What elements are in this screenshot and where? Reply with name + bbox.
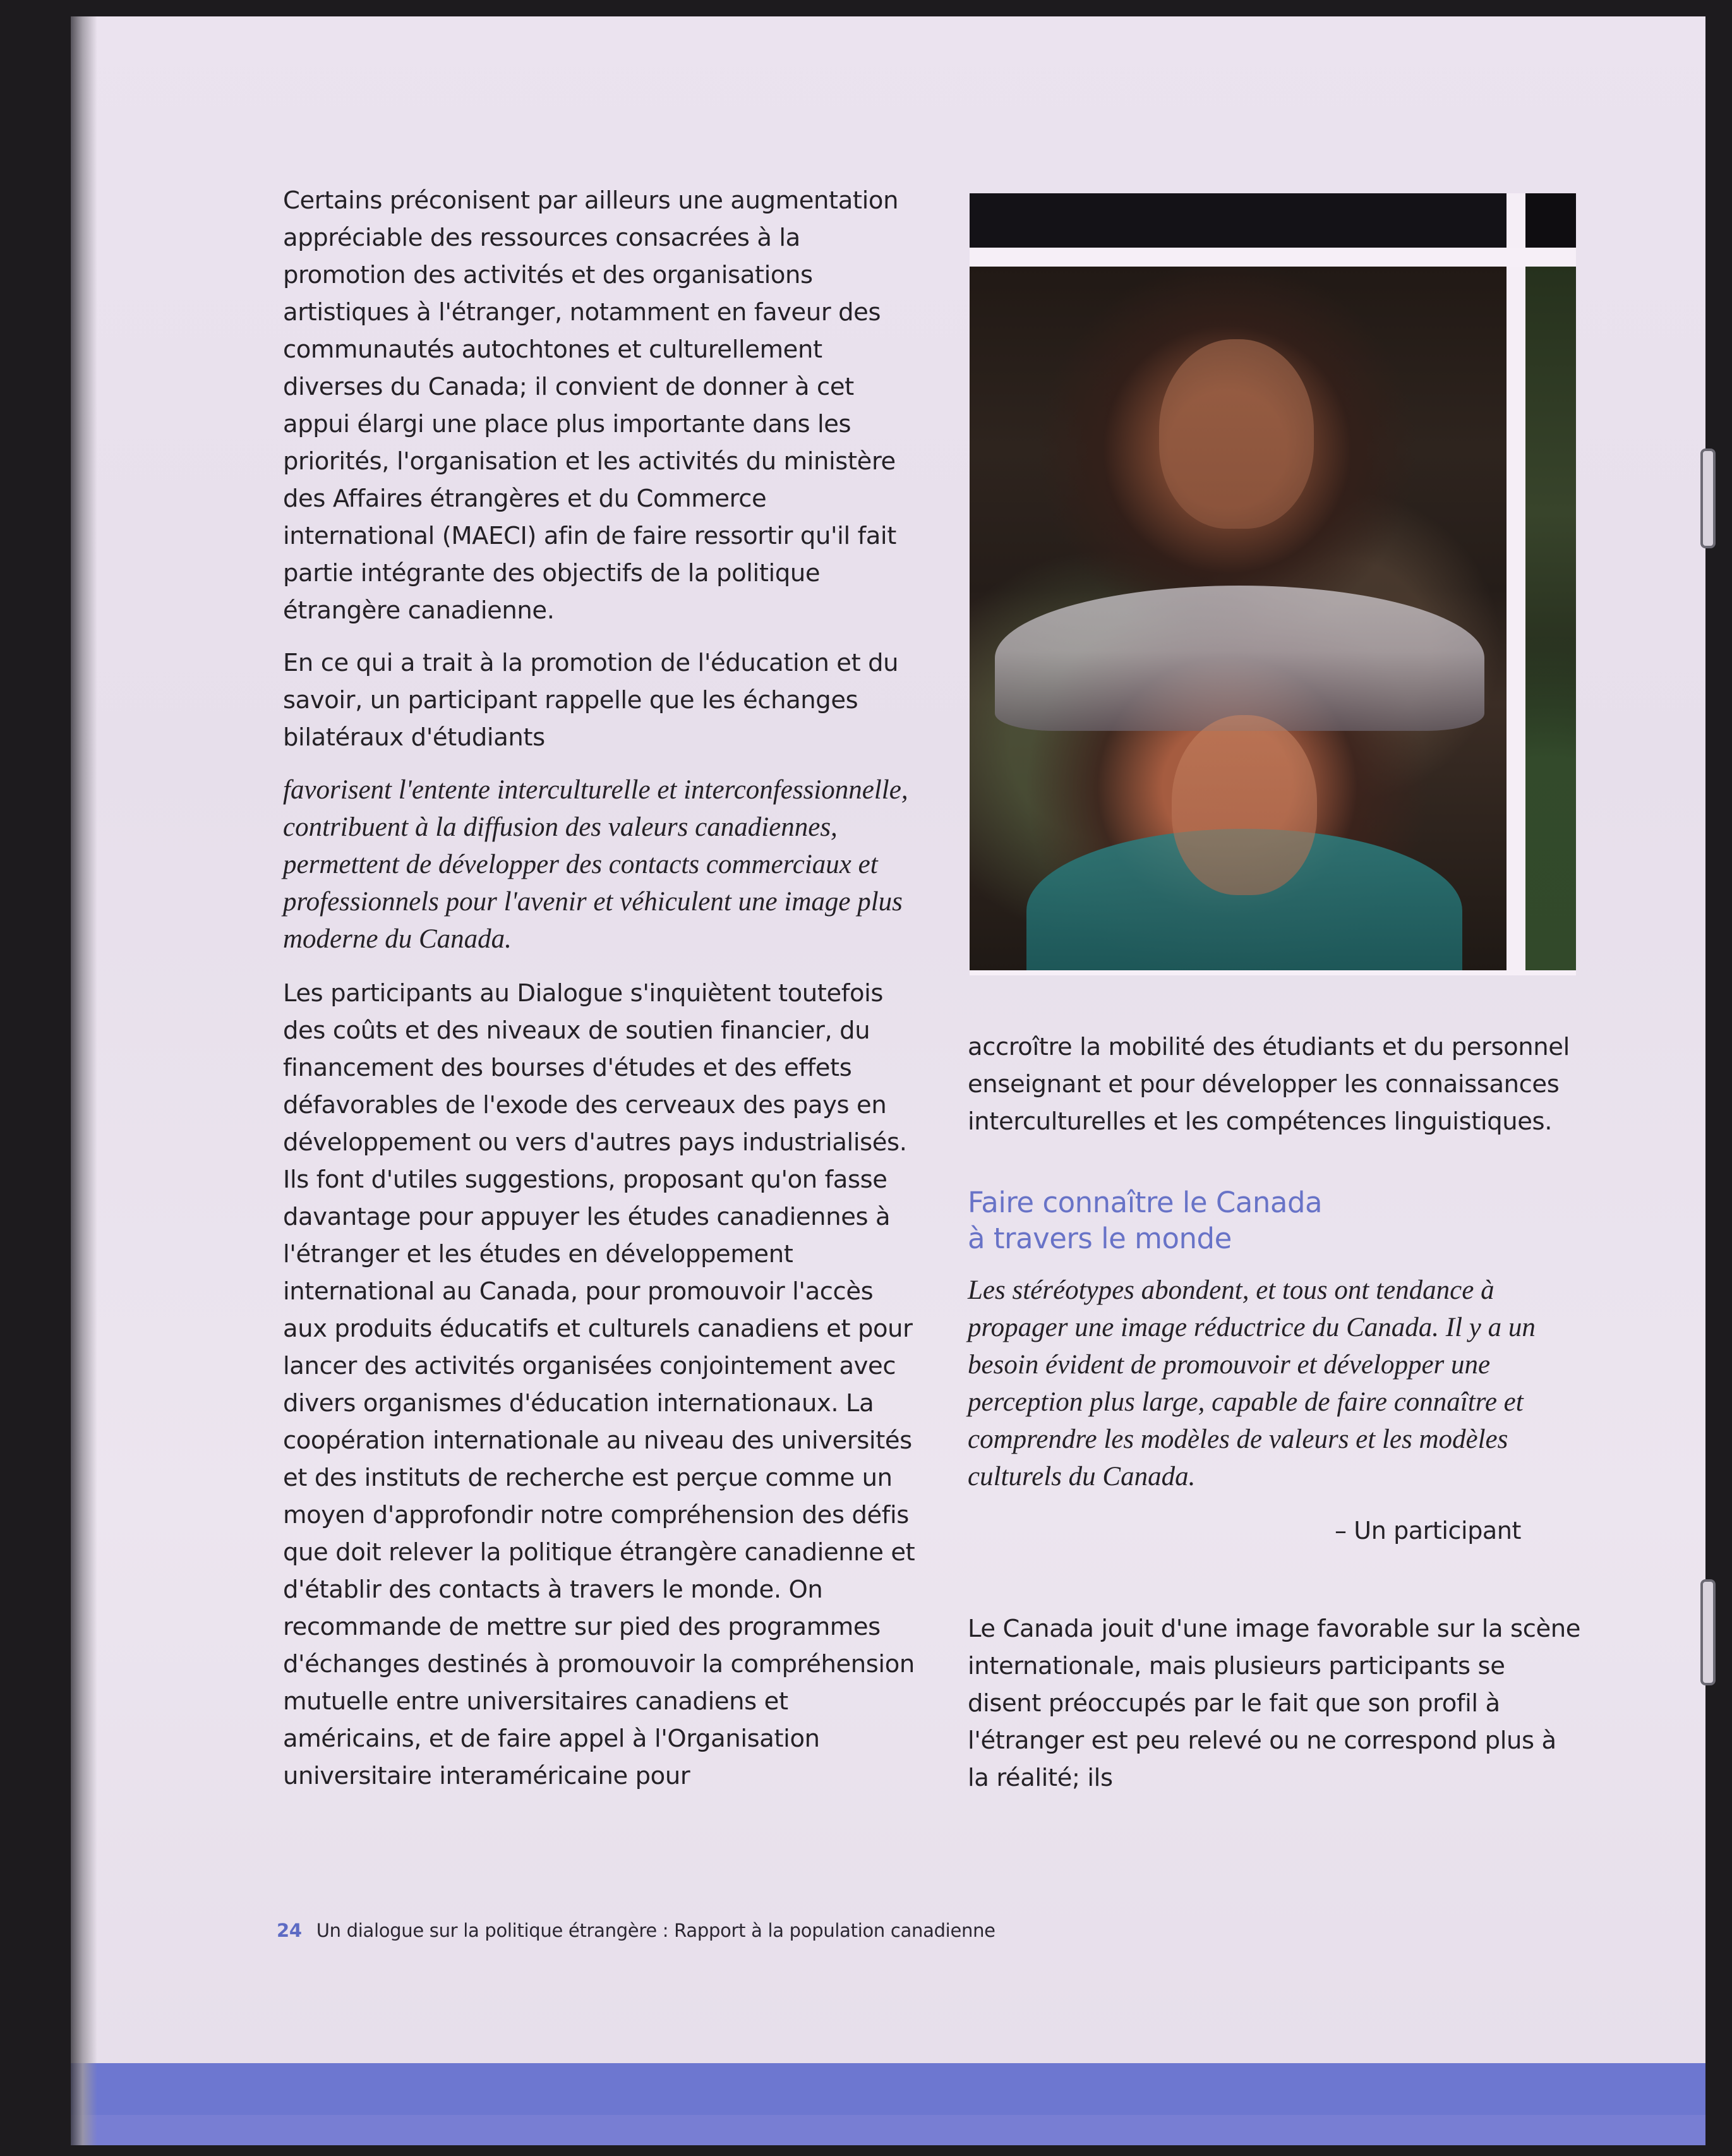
right-paragraph-1: accroître la mobilité des étudiants et du personnel enseignant et pour développer les connaissances interculturelles et les compétences linguistiques. xyxy=(968,1033,1570,1136)
family-photo xyxy=(970,267,1506,970)
photo-right-strip xyxy=(1525,267,1576,970)
photo-bottom-divider xyxy=(970,970,1576,975)
photo-horizontal-divider xyxy=(970,248,1576,267)
left-quote: favorisent l'entente interculturelle et interconfessionnelle, contribuent à la diffusion des valeurs canadiennes, permettent de développer des contacts commerciaux et professionnels pour l'avenir et véhiculent une image plus moderne du Canada. xyxy=(283,775,908,954)
photo-sweater-shape xyxy=(995,586,1484,731)
footer-title: Un dialogue sur la politique étrangère : Rapport à la population canadienne xyxy=(316,1920,995,1941)
right-text-column xyxy=(968,1028,1582,1812)
left-paragraph-1: Certains préconisent par ailleurs une augmentation appréciable des ressources consacrées à la promotion des activités et des organisations artistiques à l'étranger, notamment en faveur des communautés autochtones et culturellement diverses du Canada; il convient de donner à cet appui élargi une place plus importante dans les priorités, l'organisation et les activités du ministère des Affaires étrangères et du Commerce international (MAECI) afin de faire ressortir qu'il fait partie intégrante des objectifs de la politique étrangère canadienne. xyxy=(283,186,899,625)
photo-child-face-shape xyxy=(1172,715,1317,895)
right-paragraph-2: Le Canada jouit d'une image favorable sur la scène internationale, mais plusieurs participants se disent préoccupés par le fait que son profil à l'étranger est peu relevé ou ne correspond plus à la réalité; ils xyxy=(968,1615,1581,1792)
footer-color-band xyxy=(71,2063,1705,2115)
section-heading-line-2: à travers le monde xyxy=(968,1222,1232,1255)
page-footer xyxy=(277,1918,995,1943)
photo-adult-face-shape xyxy=(1159,339,1314,529)
footer-color-band-lower xyxy=(71,2115,1705,2145)
photo-top-right-band xyxy=(1525,193,1576,248)
staple-top xyxy=(1700,449,1716,548)
section-heading-line-1: Faire connaître le Canada xyxy=(968,1186,1323,1219)
right-quote: Les stéréotypes abondent, et tous ont tendance à propager une image réductrice du Canada. Il y a un besoin évident de promouvoir et développer une perception plus large, capable de faire connaître et comprendre les modèles de valeurs et les modèles culturels du Canada. xyxy=(968,1275,1536,1491)
photo-top-band xyxy=(970,193,1506,248)
left-text-column xyxy=(283,182,922,1810)
left-paragraph-2: En ce qui a trait à la promotion de l'éducation et du savoir, un participant rappelle que les échanges bilatéraux d'étudiants xyxy=(283,649,899,752)
left-paragraph-3: Les participants au Dialogue s'inquiètent toutefois des coûts et des niveaux de soutien financier, du financement des bourses d'études et des effets défavorables de l'exode des cerveaux des pays en développement ou vers d'autres pays industrialisés. Ils font d'utiles suggestions, proposant qu'on fasse davantage pour appuyer les études canadiennes à l'étranger et les études en développement international au Canada, pour promouvoir l'accès aux produits éducatifs et culturels canadiens et pour lancer des activités organisées conjointement avec divers organismes d'éducation internationaux. La coopération internationale au niveau des universités et des instituts de recherche est perçue comme un moyen d'approfondir notre compréhension des défis que doit relever la politique étrangère canadienne et d'établir des contacts à travers le monde. On recommande de mettre sur pied des programmes d'échanges destinés à promouvoir la compréhension mutuelle entre universitaires canadiens et américains, et de faire appel à l'Organisation universitaire interaméricaine pour xyxy=(283,979,915,1790)
section-heading xyxy=(968,1184,1582,1256)
photo-frame xyxy=(970,193,1576,970)
page-binding-shadow xyxy=(71,16,97,2145)
staple-bottom xyxy=(1700,1579,1716,1685)
quote-attribution: – Un participant xyxy=(1335,1517,1521,1545)
page-edge xyxy=(1705,0,1732,2156)
page-number: 24 xyxy=(277,1920,302,1941)
photo-vertical-divider xyxy=(1506,193,1525,970)
